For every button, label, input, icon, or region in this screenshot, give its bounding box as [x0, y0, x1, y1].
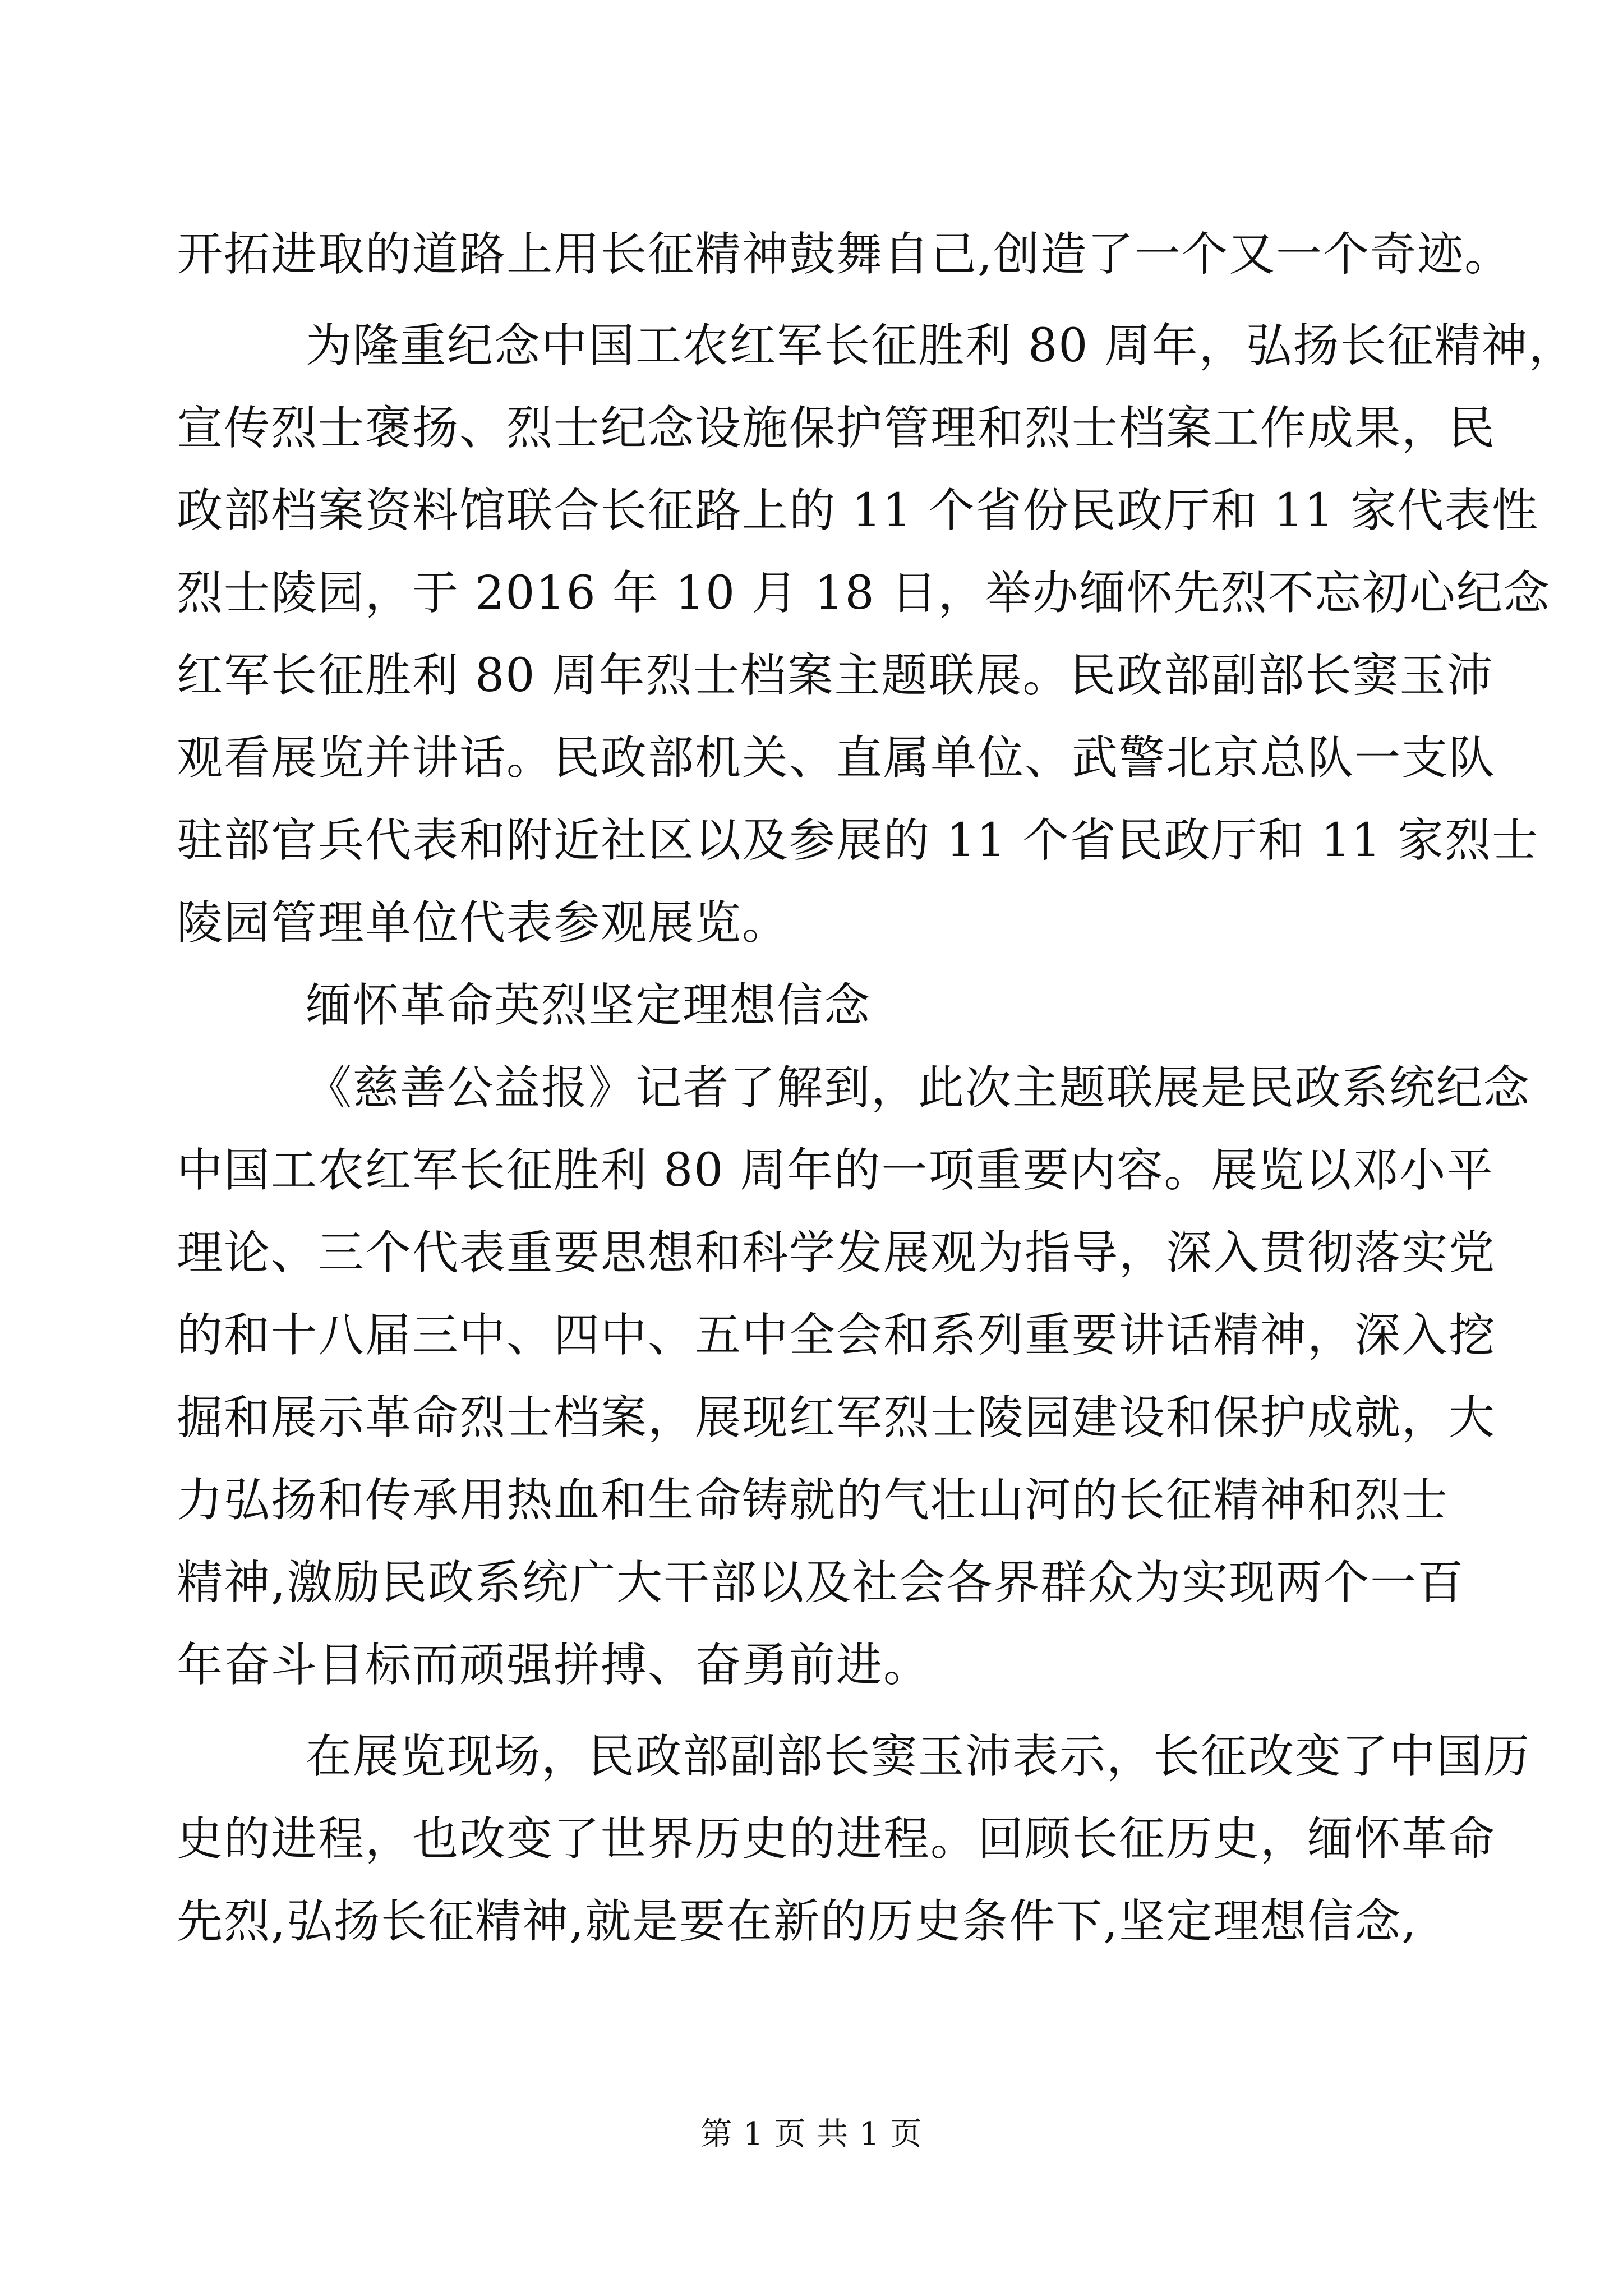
paragraph-start-line: 为隆重纪念中国工农红军长征胜利 80 周年，弘扬长征精神， [306, 319, 1576, 372]
text-line: 政部档案资料馆联合长征路上的 11 个省份民政厅和 11 家代表性 [177, 484, 1539, 537]
text-line: 年奋斗目标而顽强拼搏、奋勇前进。 [177, 1639, 931, 1692]
text-line: 精神,激励民政系统广大干部以及社会各界群众为实现两个一百 [177, 1556, 1465, 1609]
text-line: 史的进程，也改变了世界历史的进程。回顾长征历史，缅怀革命 [177, 1812, 1496, 1866]
text-line: 陵园管理单位代表参观展览。 [177, 896, 790, 950]
text-line: 烈士陵园，于 2016 年 10 月 18 日，举办缅怀先烈不忘初心纪念 [177, 567, 1551, 620]
text-line: 红军长征胜利 80 周年烈士档案主题联展。民政部副部长窦玉沛 [177, 649, 1494, 702]
document-body [177, 213, 1576, 1963]
text-line: 先烈,弘扬长征精神,就是要在新的历史条件下,坚定理想信念, [177, 1895, 1418, 1948]
text-line: 理论、三个代表重要思想和科学发展观为指导，深入贯彻落实党 [177, 1226, 1496, 1280]
text-line: 中国工农红军长征胜利 80 周年的一项重要内容。展览以邓小平 [177, 1144, 1494, 1197]
text-line: 掘和展示革命烈士档案，展现红军烈士陵园建设和保护成就，大 [177, 1391, 1496, 1444]
section-heading: 缅怀革命英烈坚定理想信念 [306, 979, 872, 1032]
text-line: 驻部官兵代表和附近社区以及参展的 11 个省民政厅和 11 家烈士 [177, 814, 1539, 867]
text-line: 观看展览并讲话。民政部机关、直属单位、武警北京总队一支队 [177, 731, 1496, 785]
paragraph-start-line: 在展览现场，民政部副部长窦玉沛表示，长征改变了中国历 [306, 1730, 1531, 1783]
text-line: 的和十八届三中、四中、五中全会和系列重要讲话精神，深入挖 [177, 1309, 1496, 1362]
page-number-footer: 第 1 页 共 1 页 [700, 2116, 923, 2152]
text-line: 宣传烈士褒扬、烈士纪念设施保护管理和烈士档案工作成果，民 [177, 402, 1496, 455]
text-line: 开拓进取的道路上用长征精神鼓舞自己,创造了一个又一个奇迹。 [177, 228, 1512, 281]
text-line: 力弘扬和传承用热血和生命铸就的气壮山河的长征精神和烈士 [177, 1474, 1449, 1527]
paragraph-start-line: 《慈善公益报》记者了解到，此次主题联展是民政系统纪念 [306, 1061, 1531, 1115]
